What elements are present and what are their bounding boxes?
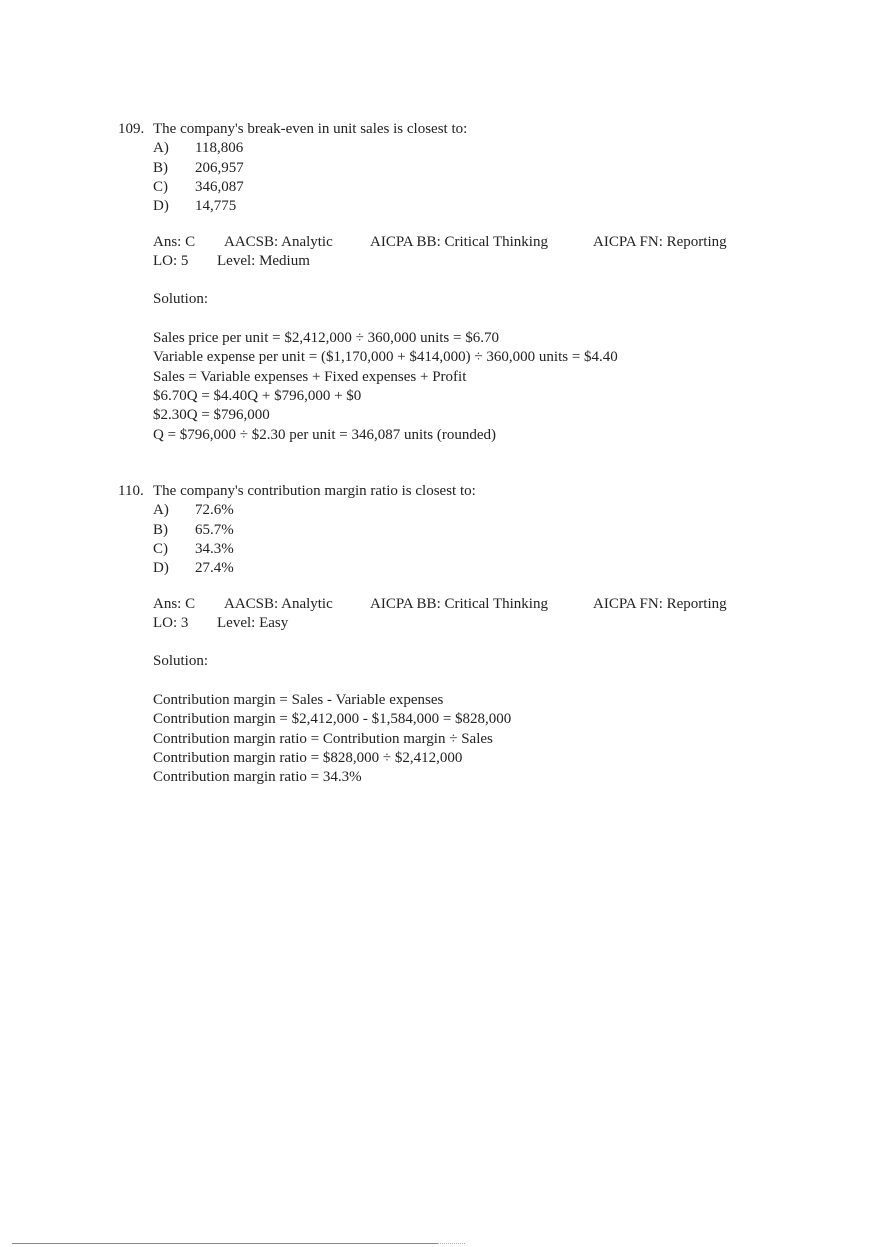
aicpa-fn-tag: AICPA FN: Reporting — [593, 596, 727, 612]
aacsb-tag: AACSB: Analytic — [224, 234, 333, 250]
option-letter: A) — [153, 140, 169, 157]
option-value: 72.6% — [195, 502, 234, 519]
answer: Ans: C — [153, 234, 196, 250]
option-letter: B) — [153, 159, 168, 176]
solution-line: Sales price per unit = $2,412,000 ÷ 360,000 units = $6.70 — [153, 330, 499, 346]
option-letter: A) — [153, 502, 169, 519]
option-value: 34.3% — [195, 540, 234, 557]
solution-line: Q = $796,000 ÷ $2.30 per unit = 346,087 units (rounded) — [153, 426, 497, 443]
solution-label: Solution: — [153, 653, 209, 669]
solution-line: Contribution margin ratio = $828,000 ÷ $2,412,000 — [153, 749, 463, 766]
solution-line: $6.70Q = $4.40Q + $796,000 + $0 — [153, 387, 362, 404]
solution-line: Contribution margin = $2,412,000 - $1,584,000 = $828,000 — [153, 711, 512, 728]
solution-line: Contribution margin ratio = Contribution margin ÷ Sales — [153, 730, 493, 747]
solution-line: Variable expense per unit = ($1,170,000 + $414,000) ÷ 360,000 units = $4.40 — [153, 349, 618, 366]
solution-line: $2.30Q = $796,000 — [153, 407, 270, 424]
option-value: 346,087 — [195, 178, 244, 195]
option-letter: C) — [153, 540, 168, 557]
question-number: 110. — [118, 483, 144, 499]
option-value: 27.4% — [195, 560, 234, 577]
question-text: The company's contribution margin ratio is closest to: — [153, 483, 476, 499]
solution-line: Contribution margin ratio = 34.3% — [153, 769, 362, 786]
aicpa-fn-tag: AICPA FN: Reporting — [593, 234, 727, 250]
solution-label: Solution: — [153, 291, 209, 307]
aicpa-bb-tag: AICPA BB: Critical Thinking — [370, 596, 548, 612]
option-letter: D) — [153, 198, 169, 215]
option-value: 118,806 — [195, 140, 244, 157]
footer-rule — [12, 1243, 437, 1244]
aacsb-tag: AACSB: Analytic — [224, 596, 333, 612]
aicpa-bb-tag: AICPA BB: Critical Thinking — [370, 234, 548, 250]
footer-rule-dotted — [437, 1243, 465, 1245]
lo-tag: LO: 3 — [153, 615, 189, 631]
level-tag: Level: Medium — [217, 253, 310, 269]
option-letter: B) — [153, 521, 168, 538]
option-letter: C) — [153, 178, 168, 195]
option-value: 14,775 — [195, 198, 237, 215]
question-number: 109. — [118, 121, 145, 137]
solution-line: Contribution margin = Sales - Variable expenses — [153, 692, 444, 708]
question-text: The company's break-even in unit sales is closest to: — [153, 121, 468, 137]
answer: Ans: C — [153, 596, 196, 612]
option-letter: D) — [153, 560, 169, 577]
option-value: 65.7% — [195, 521, 234, 538]
level-tag: Level: Easy — [217, 615, 289, 631]
lo-tag: LO: 5 — [153, 253, 189, 269]
solution-line: Sales = Variable expenses + Fixed expenses + Profit — [153, 368, 467, 385]
option-value: 206,957 — [195, 159, 244, 176]
